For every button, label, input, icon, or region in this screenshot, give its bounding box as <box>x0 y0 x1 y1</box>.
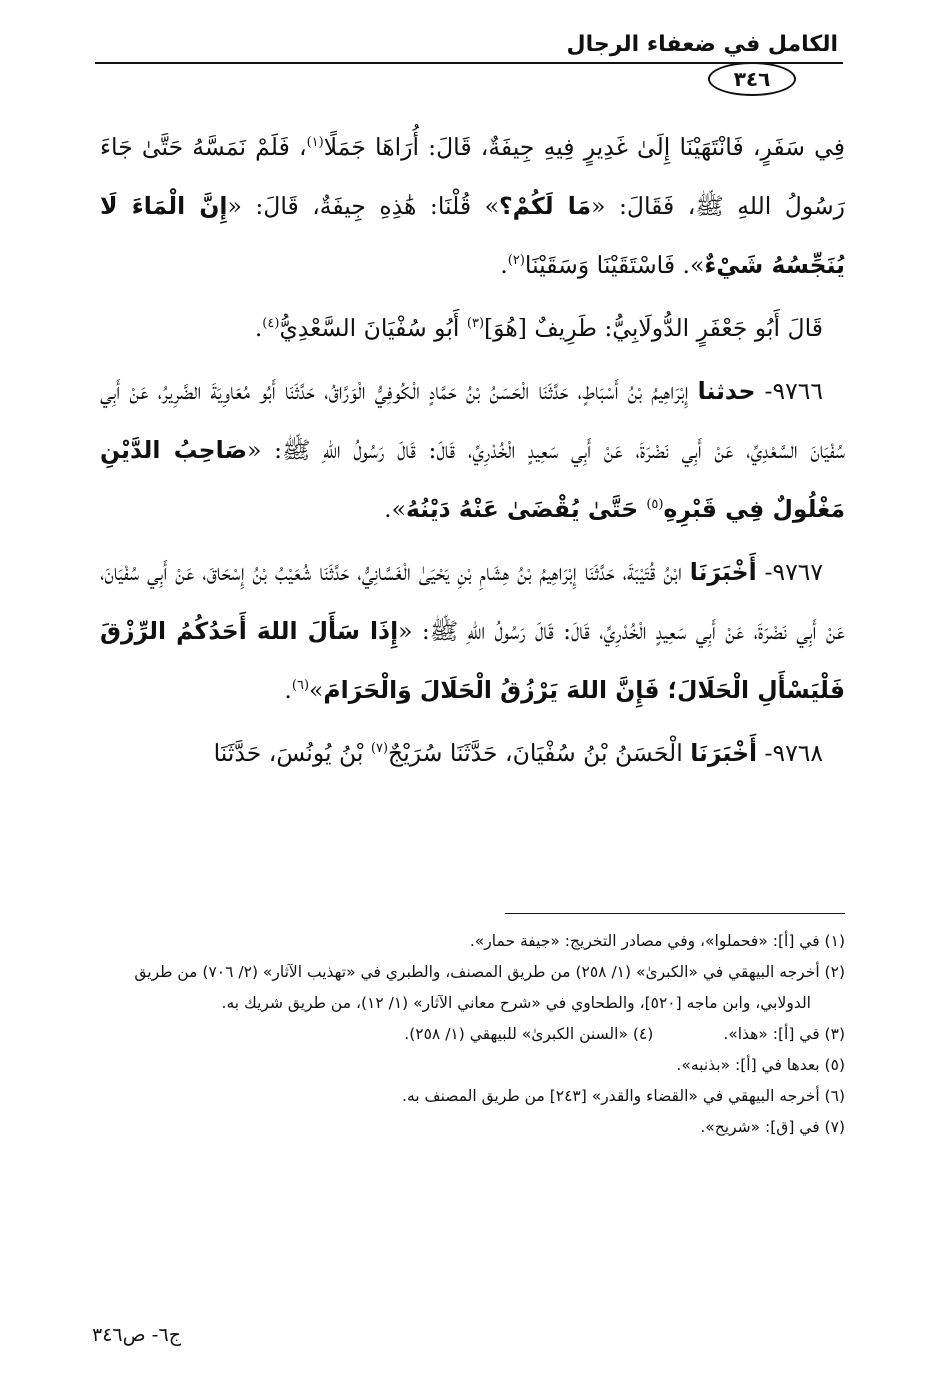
paragraph-continuation: فِي سَفَرٍ، فَانْتَهَيْنَا إِلَىٰ غَدِيرٍ فِيهِ جِيفَةٌ، قَالَ: أُرَاهَا جَمَلًا$^{(١)}$، فَلَمْ نَمَسَّهُ حَتَّىٰ جَاءَ رَسُولُ اللهِ ﷺ، فَقَالَ: «مَا لَكُمْ؟» قُلْنَا: هَٰذِهِ جِيفَةٌ، قَالَ: «إِنَّ الْمَاءَ لَا يُنَجِّسُهُ شَيْءٌ». فَاسْتَقَيْنَا وَسَقَيْنَا$^{(٢)}$. <box>100 133 846 279</box>
hadith-number: ٩٧٦٧- <box>756 558 823 586</box>
running-header-title: الكامل في ضعفاء الرجال <box>566 32 838 57</box>
main-text <box>100 118 845 787</box>
hadith-text: إِنَّ الْمَاءَ لَا يُنَجِّسُهُ شَيْءٌ <box>100 192 845 279</box>
footnote-ref: (٥) <box>646 497 664 513</box>
hadith-9766: ٩٧٦٦- حدثنا إِبْرَاهِيمُ بْنُ أَسْبَاطٍ، حَدَّثَنَا الْحَسَنُ بْنُ حَمَّادٍ الْكُوفِيُّ الْوَرَّاقُ، حَدَّثَنَا أَبُو مُعَاوِيَةَ الضَّرِيرُ، عَنْ أَبِي سُفْيَانَ السَّعْدِيِّ، عَنْ أَبِي نَضْرَةَ، عَنْ أَبِي سَعِيدٍ الْخُدْرِيِّ، قَالَ: قَالَ رَسُولُ اللهِ ﷺ: «صَاحِبُ الدَّيْنِ مَغْلُولٌ فِي قَبْرِهِ$^{(٥)}$ حَتَّىٰ يُقْضَىٰ عَنْهُ دَيْنُهُ». <box>100 377 846 523</box>
narration-lead: أَخْبَرَنَا <box>689 558 757 586</box>
footnote-2: (٢) أخرجه البيهقي في «الكبرىٰ» (١/ ٢٥٨) من طريق المصنف، والطبري في «تهذيب الآثار» (٢/ ٧٠٦) من طريق الدولابي، وابن ماجه [٥٢٠]، والطحاوي في «شرح معاني الآثار» (١/ ١٢)، من طريق شريك به. <box>134 963 845 1012</box>
footnote-ref: (٤) <box>262 316 280 332</box>
footnote-3: (٣) في [أ]: «هذا». <box>723 1025 845 1043</box>
paragraph-dulabi-note: قَالَ أَبُو جَعْفَرٍ الدُّولَابِيُّ: طَرِيفٌ [هُوَ]$^{(٣)}$ أَبُو سُفْيَانَ السَّعْدِيُّ$^{(٤)}$. <box>254 314 823 342</box>
footnote-ref: (٧) <box>370 741 389 757</box>
footnotes <box>100 926 845 1143</box>
footnote-ref: (١) <box>306 135 324 151</box>
footnote-ref: (٦) <box>291 678 310 694</box>
hadith-9768: ٩٧٦٨- أَخْبَرَنَا الْحَسَنُ بْنُ سُفْيَانَ، حَدَّثَنَا سُرَيْجٌ$^{(٧)}$ بْنُ يُونُسَ، حَدَّثَنَا <box>213 739 823 767</box>
hadith-9767: ٩٧٦٧- أَخْبَرَنَا ابْنُ قُتَيْبَةَ، حَدَّثَنَا إِبْرَاهِيمُ بْنُ هِشَامِ بْنِ يَحْيَىٰ الْغَسَّانِيُّ، حَدَّثَنَا شُعَيْبُ بْنُ إِسْحَاقَ، عَنْ أَبِي سُفْيَانَ، عَنْ أَبِي نَضْرَةَ، عَنْ أَبِي سَعِيدٍ الْخُدْرِيِّ، قَالَ: قَالَ رَسُولُ اللهِ ﷺ: «إِذَا سَأَلَ اللهَ أَحَدُكُمُ الرِّزْقَ فَلْيَسْأَلِ الْحَلَالَ؛ فَإِنَّ اللهَ يَرْزُقُ الْحَلَالَ وَالْحَرَامَ»$^{(٦)}$. <box>100 558 845 704</box>
footnote-ref: (٣) <box>466 316 485 332</box>
footnote-ref: (٢) <box>507 253 525 269</box>
footnote-6: (٦) أخرجه البيهقي في «القضاء والقدر» [٢٤٣] من طريق المصنف به. <box>402 1087 845 1105</box>
footnote-1: (١) في [أ]: «فحملوا»، وفي مصادر التخريج: «جيفة حمار». <box>469 932 845 950</box>
hadith-number: ٩٧٦٦- <box>755 377 823 405</box>
hadith-text: حَتَّىٰ يُقْضَىٰ عَنْهُ دَيْنُهُ <box>406 495 647 523</box>
hadith-number: ٩٧٦٨- <box>757 739 823 767</box>
footnote-separator <box>505 913 845 914</box>
volume-page-reference: ج٦- ص٣٤٦ <box>92 1324 181 1346</box>
footnote-4: (٤) «السنن الكبرىٰ» للبيهقي (١/ ٢٥٨). <box>404 1025 654 1043</box>
footnote-row-3-4 <box>100 1019 845 1050</box>
hadith-text: إِذَا سَأَلَ اللهَ أَحَدُكُمُ الرِّزْقَ فَلْيَسْأَلِ الْحَلَالَ؛ فَإِنَّ اللهَ يَرْزُقُ الْحَلَالَ وَالْحَرَامَ <box>100 617 845 704</box>
footnote-7: (٧) في [ق]: «شريح». <box>700 1118 845 1136</box>
hadith-text: صَاحِبُ الدَّيْنِ مَغْلُولٌ فِي قَبْرِهِ <box>100 436 845 523</box>
narration-lead: أَخْبَرَنَا <box>690 739 758 767</box>
hadith-text: مَا لَكُمْ؟ <box>498 192 592 220</box>
footnote-5: (٥) بعدها في [أ]: «بذنبه». <box>676 1056 845 1074</box>
page-number-badge: ٣٤٦ <box>708 62 796 96</box>
narration-lead: حدثنا <box>697 377 756 405</box>
